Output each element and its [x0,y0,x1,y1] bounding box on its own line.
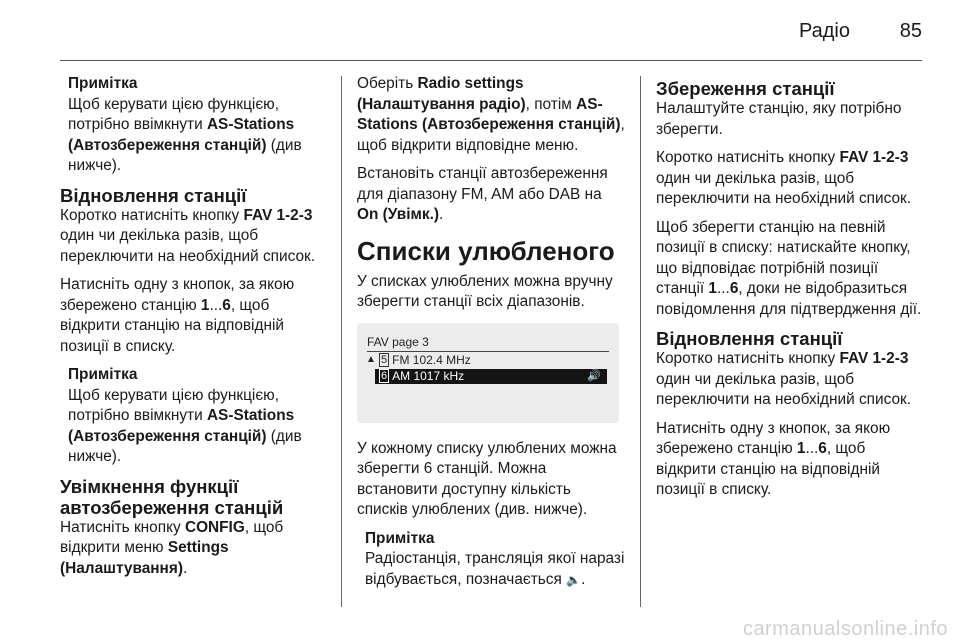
text: . [439,206,444,223]
section-heading: Відновлення станції [60,184,247,206]
bold-text: 6 [222,296,231,314]
bold-text: FAV 1-2-3 [243,206,313,224]
paragraph [60,275,318,357]
bold-text: CONFIG [184,518,245,536]
display-rule [367,351,609,352]
text: Коротко натисніть кнопку [656,149,840,166]
speaker-icon: 🔊 [587,369,601,382]
text: один чи декілька разів, щоб переключити на необхідний список. [656,370,912,408]
text: ... [209,296,223,314]
bold-text: AS-Stations (Автозбереження станцій) [68,116,295,154]
text: ... [805,440,819,457]
paragraph [656,349,922,411]
text: Радіостанція, трансляція якої наразі відбувається, позначається [365,550,625,588]
bold-text: Settings (Налаштування) [60,539,229,577]
note-text [68,386,318,468]
bold-text: AS-Stations (Автозбереження станцій) [68,407,295,445]
text: , щоб відкрити меню [60,518,284,556]
note-heading: Примітка [68,366,138,383]
paragraph [357,74,625,156]
text: Встановіть станції автозбереження для діапазону FM, AM або DAB на [357,165,608,203]
text: Натисніть одну з кнопок, за якою збережено станцію [60,276,295,314]
note-heading: Примітка [365,529,435,547]
paragraph [60,518,318,580]
text: , доки не відобразиться повідомлення для підтвердження дії. [656,280,922,318]
watermark: carmanualsonline.info [742,618,948,640]
display-title: FAV page 3 [367,334,429,349]
paragraph [656,148,922,210]
column-1 [60,74,318,587]
display-row [379,353,471,367]
text: Щоб керувати цією функцією, потрібно ввімкнути [68,386,280,424]
paragraph: У списках улюблених можна вручну зберегти станції всіх діапазонів. [357,272,613,310]
section-heading: Відновлення станції [656,328,843,349]
text: (див нижче). [68,136,302,174]
section-title: Радіо [798,20,850,42]
paragraph [60,206,318,268]
column-3 [656,74,922,509]
section-heading: Увімкнення функції автозбереження станцій [60,475,284,518]
bold-text: FAV 1-2-3 [839,149,909,166]
text: , потім [525,95,577,113]
text: один чи декілька разів, щоб переключити на необхідний список. [656,169,912,207]
up-arrow-icon: ▲ [366,353,376,365]
text: один чи декілька разів, щоб переключити на необхідний список. [60,227,316,265]
note-heading: Примітка [68,75,138,92]
bold-text: 6 [729,280,739,297]
column-divider-1 [341,76,342,607]
text: (див нижче). [68,427,302,465]
note-text [68,95,318,177]
bold-text: 1 [708,280,717,297]
note-box [357,529,625,591]
bold-text: 1 [796,440,806,457]
bold-text: 1 [200,296,210,314]
column-2 [357,74,625,598]
column-divider-2 [640,76,641,607]
header-rule [60,60,922,61]
text: Оберіть [357,75,418,92]
bold-text: AS-Stations (Автозбереження станцій) [357,95,621,133]
bold-text: 6 [818,440,827,457]
preset-number: 6 [381,370,388,382]
paragraph: У кожному списку улюблених можна зберегти 6 станцій. Можна встановити доступну кількість списків улюблених (див. нижче). [357,439,617,518]
page-header [0,0,960,60]
station-label: FM 102.4 MHz [392,352,471,367]
bold-text: Radio settings (Налаштування радіо) [357,75,526,113]
note-box [60,365,318,468]
preset-number: 5 [381,353,388,366]
text: Натисніть одну з кнопок, за якою збережено станцію [656,419,891,457]
text: Щоб зберегти станцію на певній позиції в списку: натискайте кнопку, що відповідає потрібній позиції станції [656,218,911,297]
major-heading: Списки улюбленого [357,235,615,266]
paragraph [357,164,625,226]
text: ... [716,280,730,297]
text: , щоб відкрити станцію на відповідній позиції в списку. [656,440,880,498]
text: . [581,570,586,588]
bold-text: On (Увімк.) [357,206,439,223]
display-row-selected [375,369,607,384]
text: , щоб відкрити відповідне меню. [357,116,625,154]
page-number: 85 [899,20,922,42]
bold-text: FAV 1-2-3 [839,350,909,367]
text: Коротко натисніть кнопку [60,206,244,224]
note-box [60,74,318,177]
speaker-icon: 🔈 [566,572,582,587]
radio-display-illustration [357,323,619,423]
note-text [365,549,625,590]
paragraph [656,218,922,321]
paragraph: Налаштуйте станцію, яку потрібно зберегти. [656,100,902,138]
section-heading: Збереження станції [656,78,835,99]
station-label: AM 1017 kHz [392,368,465,383]
text: . [182,559,188,577]
text: Коротко натисніть кнопку [656,350,840,367]
text: , щоб відкрити станцію на відповідній позиції в списку. [60,296,284,355]
text: Щоб керувати цією функцією, потрібно ввімкнути [68,95,280,133]
paragraph [656,419,922,501]
text: Натисніть кнопку [60,518,185,536]
